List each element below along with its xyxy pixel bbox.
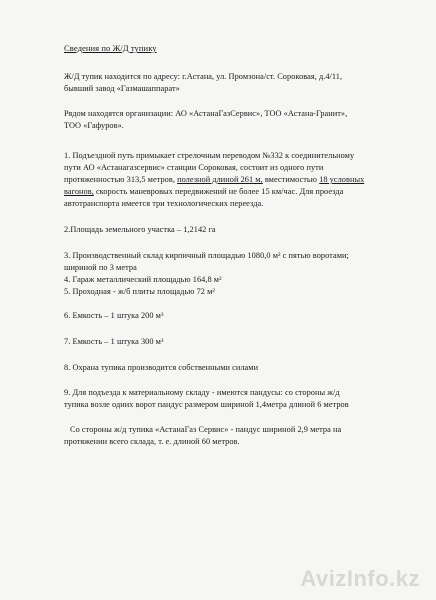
watermark-logo: AvizInfo.kz [300, 566, 420, 591]
item8: 8. Охрана тупика производится собственными силами [64, 363, 259, 372]
item1-useful-length: полезной длиной 261 м, [177, 175, 263, 184]
nearby-line-2: ТОО «Гафуров». [64, 121, 124, 130]
note-line-2: протяжении всего склада, т. е. длиной 60 метров. [64, 437, 240, 446]
item3-line-1: 3. Производственный склад кирпичный площадью 1080,0 м² с пятью воротами; [64, 251, 349, 260]
item1-line-1: 1. Подъездной путь примыкает стрелочным переводом №332 к соединительному [64, 151, 355, 160]
item1-speed-text: скорость маневровых передвижений не более 15 км/час. Для проезда [93, 187, 344, 196]
item5: 5. Проходная - ж/б плиты площадью 72 м² [64, 287, 215, 296]
item4: 4. Гараж металлический площадью 164,8 м² [64, 275, 222, 284]
item9-line-1: 9. Для подъезда к материальному складу - имеются пандусы: со стороны ж/д [64, 388, 340, 397]
item7: 7. Емкость – 1 штука 300 м³ [64, 337, 164, 346]
item9-line-2: тупика возле одних ворот пандус размером шириной 1,4метра длиной 6 метров [64, 400, 349, 409]
item6: 6. Емкость – 1 штука 200 м³ [64, 311, 164, 320]
address-line-1: Ж/Д тупик находится по адресу: г.Астана, ул. Промзона/ст. Сороковая, д.4/11, [64, 72, 343, 81]
note-line-1: Со стороны ж/д тупика «АстанаГаз Сервис» - пандус шириной 2,9 метра на [70, 425, 342, 434]
item2: 2.Площадь земельного участка – 1,2142 га [64, 225, 216, 234]
item1-capacity-value: 18 условных [319, 175, 365, 184]
item1-line-4 [64, 186, 343, 198]
item1-line-3 [64, 174, 364, 186]
item1-capacity-text: вместимостью [262, 175, 320, 184]
item3-line-2: шириной по 3 метра [64, 263, 137, 272]
item1-length-text: протяженностью 313,5 метров, [64, 175, 178, 184]
item1-line-2: пути АО «Астанагазсервис» станции Сороковая, состоит из одного пути [64, 163, 324, 172]
nearby-line-1: Рядом находятся организации: АО «АстанаГазСервис», ТОО «Астана-Гранит», [64, 109, 348, 118]
document-title: Сведения по Ж/Д тупику [64, 43, 157, 53]
item1-wagons: вагонов, [64, 187, 94, 196]
address-line-2: бывший завод «Газмашаппарат» [64, 84, 180, 93]
item1-line-5: автотранспорта имеется три технологических переезда. [64, 199, 264, 208]
